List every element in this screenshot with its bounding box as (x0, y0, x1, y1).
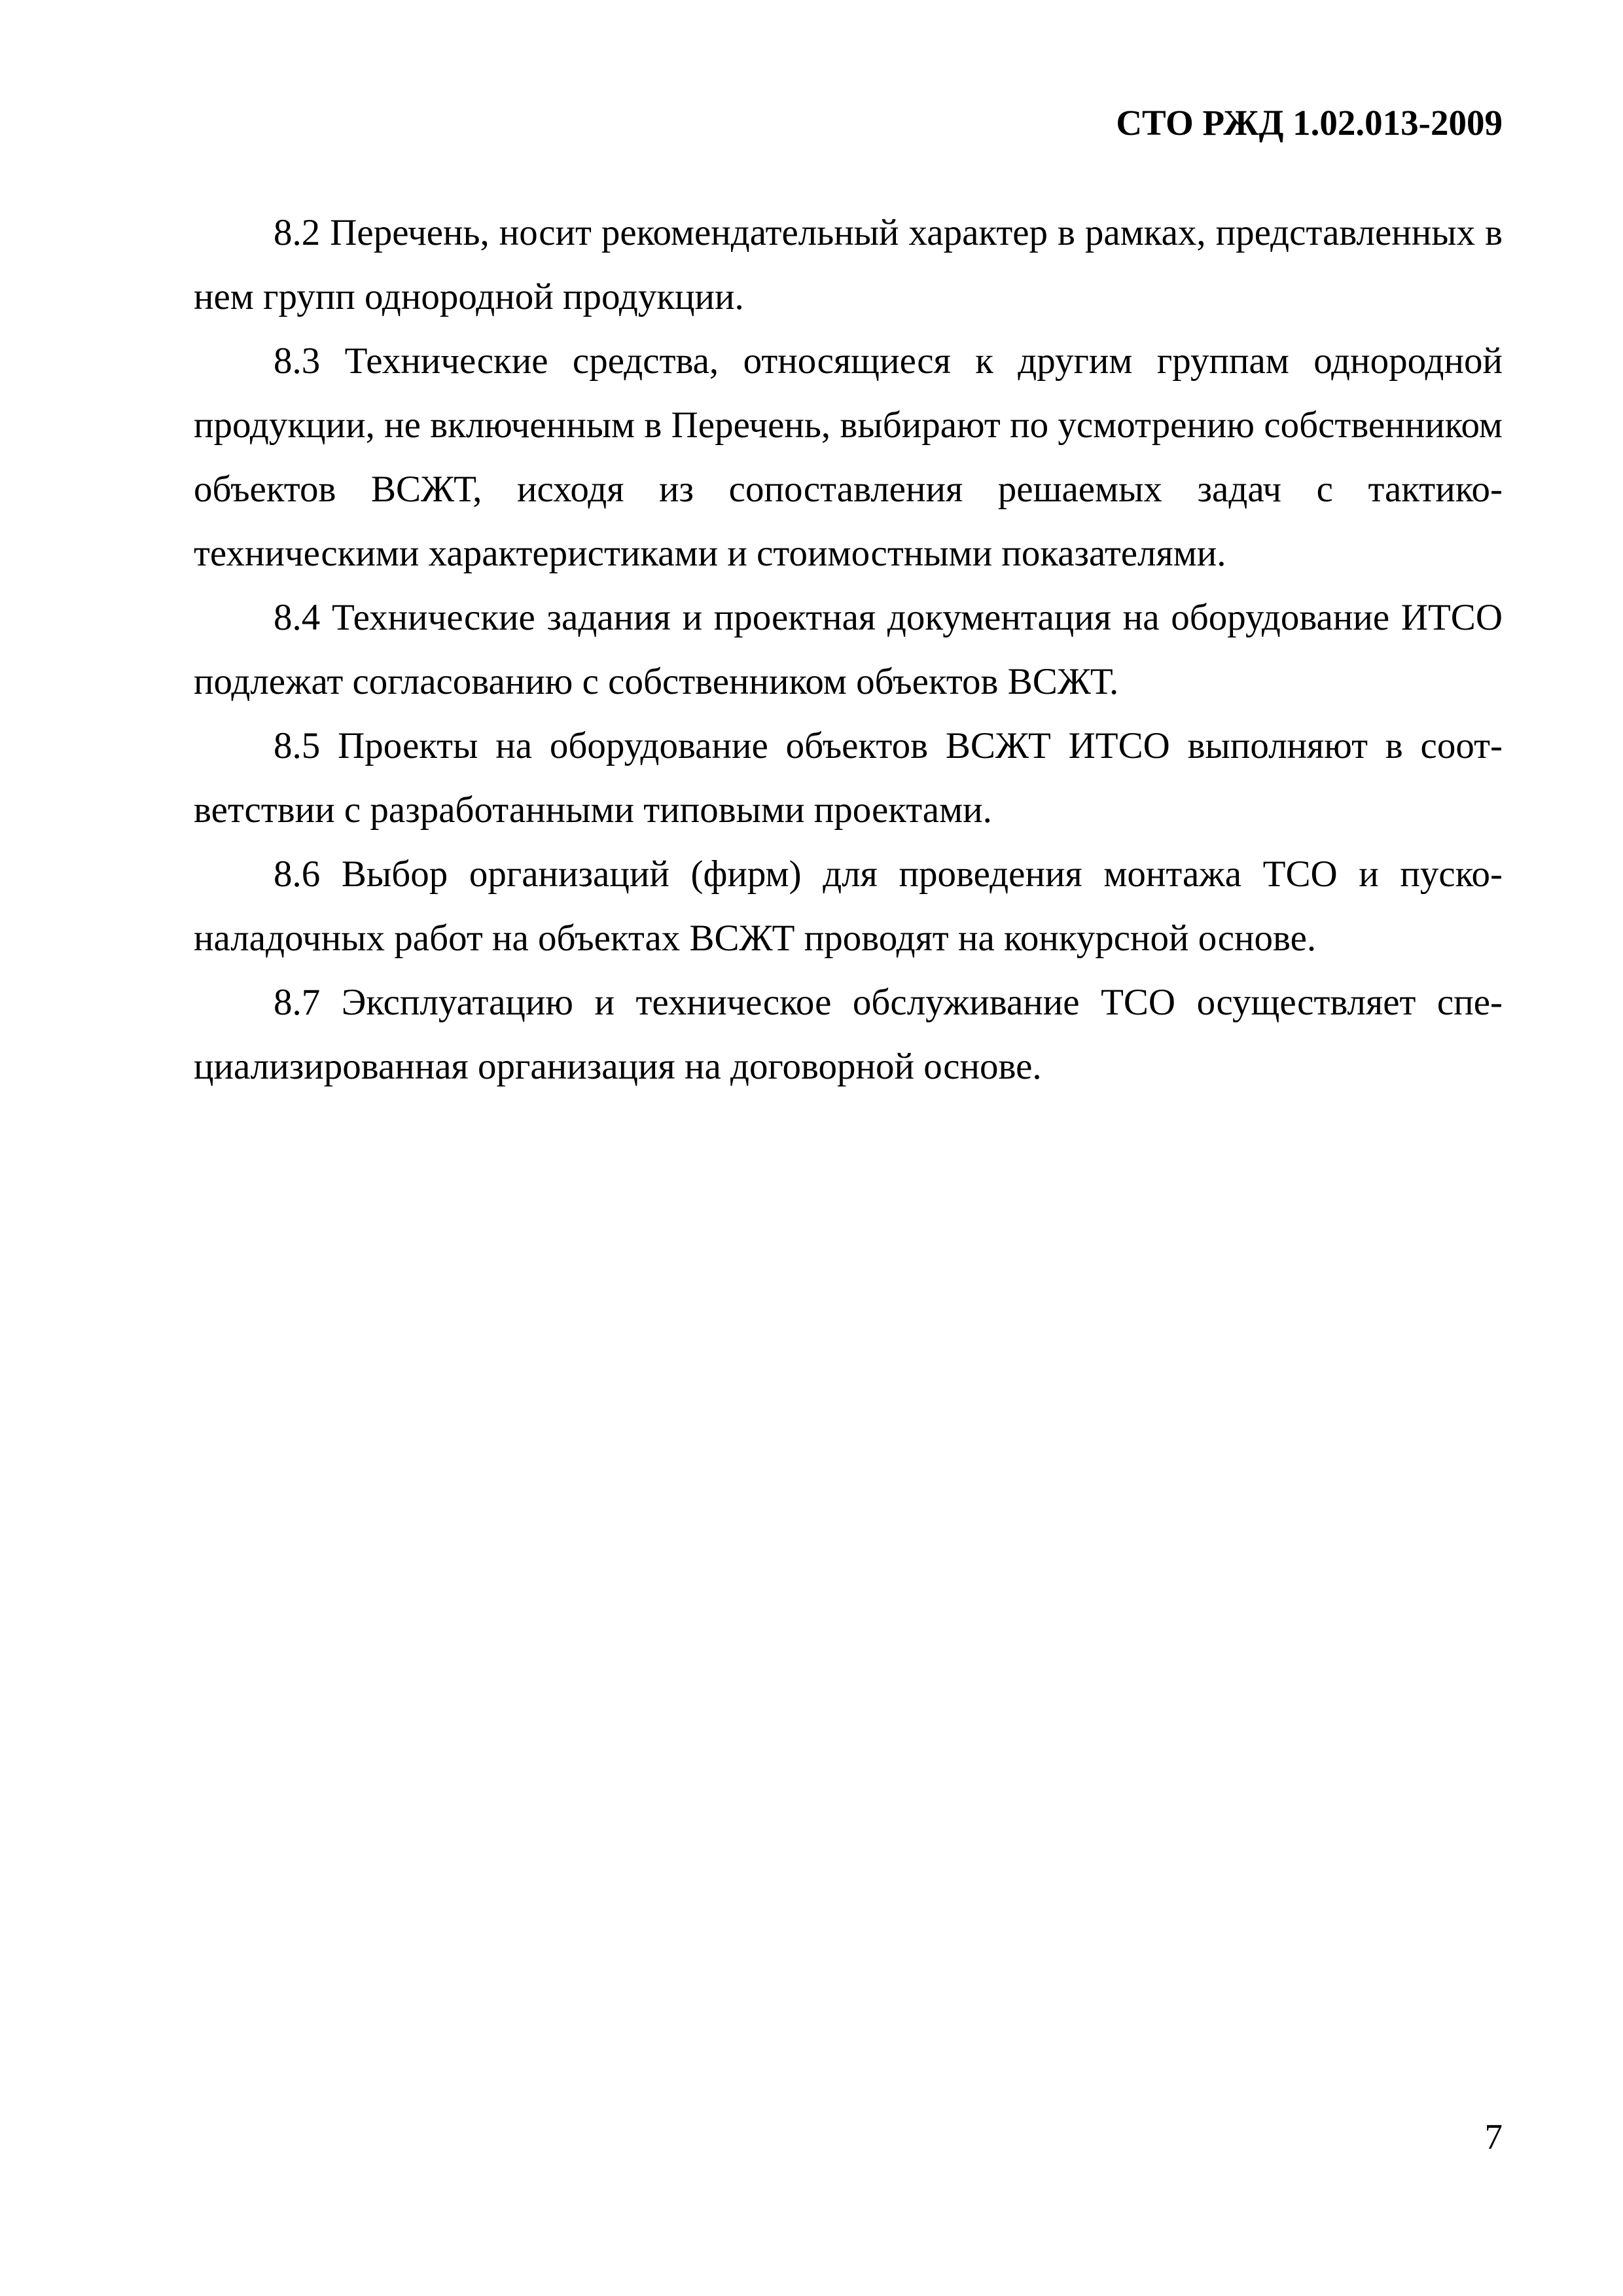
paragraph-8-3: 8.3 Технические средства, относящиеся к другим группам однородной продукции, не включенным в Перечень, выбирают по усмотрению собственником объектов ВСЖТ, исходя из сопоставления решаемых задач с тактико-техническими характеристиками и стоимостными показателями. (194, 340, 1503, 574)
paragraph-8-4: 8.4 Технические задания и проектная документация на оборудование ИТСО подлежат согласованию с собственником объектов ВСЖТ. (194, 597, 1503, 702)
body-text (194, 201, 1503, 1099)
paragraph-8-6: 8.6 Выбор организаций (фирм) для проведения монтажа ТСО и пуско-наладочных работ на объектах ВСЖТ проводят на конкурсной основе. (194, 853, 1503, 959)
document-code-header: СТО РЖД 1.02.013-2009 (1116, 103, 1503, 143)
page-number: 7 (1484, 2117, 1503, 2157)
paragraph-8-7: 8.7 Эксплуатацию и техническое обслуживание ТСО осуществляет специализированная организация на договорной основе. (194, 982, 1503, 1087)
paragraph-8-2: 8.2 Перечень, носит рекомендательный характер в рамках, представленных в нем групп однородной продукции. (194, 212, 1503, 317)
paragraph-8-5: 8.5 Проекты на оборудование объектов ВСЖТ ИТСО выполняют в соответствии с разработанными типовыми проектами. (194, 725, 1503, 831)
